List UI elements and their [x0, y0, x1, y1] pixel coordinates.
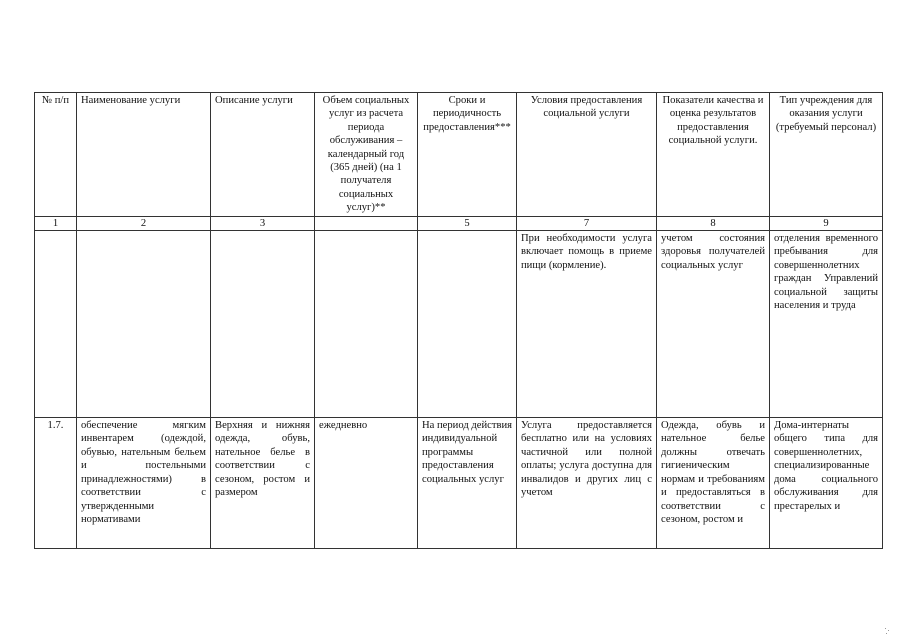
table-cell: [35, 231, 77, 418]
header-cell-institution: Тип учреждения для оказания услуги (требуемый персонал): [770, 93, 883, 217]
header-cell-name: Наименование услуги: [77, 93, 211, 217]
service-conditions-cell: Услуга предоставляется бесплатно или на условиях частичной или полной оплаты; услуга доступна для инвалидов и других лиц с учетом: [517, 418, 657, 549]
header-cell-description: Описание услуги: [211, 93, 315, 217]
table-row: [35, 418, 883, 549]
service-quality-cell: Одежда, обувь и нательное белье должны отвечать гигиеническим нормам и требованиям и предоставляться в соответствии с сезоном, ростом и: [657, 418, 770, 549]
header-cell-conditions: Условия предоставления социальной услуги: [517, 93, 657, 217]
header-cell-num: № п/п: [35, 93, 77, 217]
column-number: 2: [77, 216, 211, 230]
service-institution-cell: Дома-интернаты общего типа для совершеннолетних, специализированные дома социального обслуживания для престарелых и: [770, 418, 883, 549]
column-number-row: [35, 216, 883, 230]
header-cell-volume: Объем социальных услуг из расчета периода обслуживания – календарный год (365 дней) (на 1 получателя социальных услуг)**: [315, 93, 418, 217]
column-number: 1: [35, 216, 77, 230]
row-number: 1.7.: [35, 418, 77, 549]
quality-cell: учетом состояния здоровья получателей социальных услуг: [657, 231, 770, 418]
table-cell: [211, 231, 315, 418]
service-name-cell: обеспечение мягким инвентарем (одеждой, обувью, нательным бельем и постельными принадлежностями) в соответствии с утвержденными нормативами: [77, 418, 211, 549]
header-cell-terms: Сроки и периодичность предоставления***: [418, 93, 517, 217]
header-row: [35, 93, 883, 217]
institution-cell: отделения временного пребывания для совершеннолетних граждан Управлений социальной защиты населения и труда: [770, 231, 883, 418]
column-number: 8: [657, 216, 770, 230]
header-cell-quality: Показатели качества и оценка результатов предоставления социальной услуги.: [657, 93, 770, 217]
service-volume-cell: ежедневно: [315, 418, 418, 549]
column-number: 7: [517, 216, 657, 230]
table-cell: [418, 231, 517, 418]
continuation-row: [35, 231, 883, 418]
table-cell: [315, 231, 418, 418]
service-terms-cell: На период действия индивидуальной программы предоставления социальных услуг: [418, 418, 517, 549]
services-table: [34, 92, 883, 549]
scan-speck-decoration: [885, 628, 891, 634]
column-number: 3: [211, 216, 315, 230]
column-number: [315, 216, 418, 230]
conditions-cell: При необходимости услуга включает помощь в приеме пищи (кормление).: [517, 231, 657, 418]
column-number: 5: [418, 216, 517, 230]
service-description-cell: Верхняя и нижняя одежда, обувь, нательное белье в соответствии с сезоном, ростом и размером: [211, 418, 315, 549]
column-number: 9: [770, 216, 883, 230]
table-cell: [77, 231, 211, 418]
